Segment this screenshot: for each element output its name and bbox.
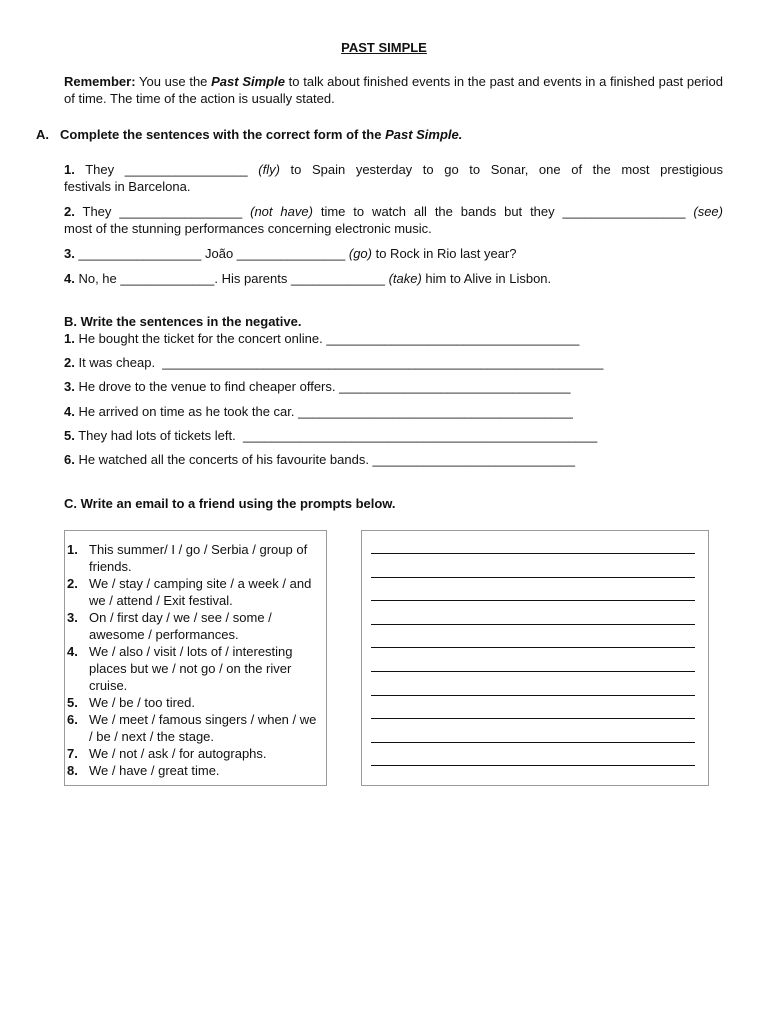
section-b-item-text: It was cheap. _____________________________________________________________ bbox=[74, 355, 604, 370]
prompt-item bbox=[67, 694, 317, 711]
prompt-number: 1. bbox=[67, 542, 78, 557]
section-a-item bbox=[64, 161, 723, 195]
remember-term: Past Simple bbox=[211, 74, 285, 89]
prompt-text: We / have / great time. bbox=[89, 763, 220, 778]
section-a-item bbox=[64, 203, 723, 237]
remember-label: Remember: bbox=[64, 74, 136, 89]
section-a-item-line: festivals in Barcelona. bbox=[64, 179, 191, 194]
prompt-number: 4. bbox=[67, 644, 78, 659]
prompt-number: 5. bbox=[67, 695, 78, 710]
section-b-item-text: He watched all the concerts of his favourite bands. ____________________________ bbox=[74, 452, 576, 467]
prompt-text: We / also / visit / lots of / interesting places but we / not go / on the river cruise. bbox=[89, 644, 293, 693]
section-a-heading-term: Past Simple. bbox=[385, 127, 463, 142]
prompt-text: We / meet / famous singers / when / we / be / next / the stage. bbox=[89, 712, 317, 744]
section-a-item-line: most of the stunning performances concerning electronic music. bbox=[64, 221, 432, 236]
section-b-item-number: 1. bbox=[64, 331, 75, 346]
remember-text-before: You use the bbox=[135, 74, 212, 89]
section-a-letter: A. bbox=[36, 127, 49, 142]
writing-line[interactable] bbox=[371, 577, 695, 578]
prompt-item bbox=[67, 541, 317, 575]
section-b-item bbox=[64, 451, 575, 468]
writing-line[interactable] bbox=[371, 671, 695, 672]
section-b-item-number: 5. bbox=[64, 428, 75, 443]
email-writing-box[interactable] bbox=[361, 530, 709, 786]
writing-line[interactable] bbox=[371, 742, 695, 743]
section-a-item-number: 4. bbox=[64, 271, 75, 286]
section-b-item-text: He drove to the venue to find cheaper offers. ________________________________ bbox=[74, 379, 571, 394]
writing-line[interactable] bbox=[371, 718, 695, 719]
prompt-number: 2. bbox=[67, 576, 78, 591]
section-a-item-number: 1. bbox=[64, 162, 75, 177]
section-b-item-number: 3. bbox=[64, 379, 75, 394]
section-b-item bbox=[64, 403, 573, 420]
section-b-item-text: He bought the ticket for the concert online. ___________________________________ bbox=[74, 331, 580, 346]
prompt-item bbox=[67, 575, 317, 609]
section-a-item-line: 1. They _________________ (fly) to Spain yesterday to go to Sonar, one of the most prestigious bbox=[64, 162, 723, 177]
section-a-item-line: 2. They _________________ (not have) time to watch all the bands but they _________________ (see) bbox=[64, 204, 723, 219]
prompt-text: We / not / ask / for autographs. bbox=[89, 746, 267, 761]
section-a-item bbox=[64, 270, 723, 287]
prompt-item bbox=[67, 609, 317, 643]
section-b-item-text: He arrived on time as he took the car. ______________________________________ bbox=[74, 404, 573, 419]
prompt-number: 6. bbox=[67, 712, 78, 727]
prompt-item bbox=[67, 643, 317, 694]
writing-line[interactable] bbox=[371, 624, 695, 625]
section-b-item bbox=[64, 378, 570, 395]
writing-line[interactable] bbox=[371, 600, 695, 601]
writing-line[interactable] bbox=[371, 765, 695, 766]
section-a-heading bbox=[36, 126, 462, 143]
prompt-number: 3. bbox=[67, 610, 78, 625]
writing-line[interactable] bbox=[371, 553, 695, 554]
prompt-text: We / stay / camping site / a week / and we / attend / Exit festival. bbox=[89, 576, 312, 608]
prompt-number: 7. bbox=[67, 746, 78, 761]
section-b-item-number: 4. bbox=[64, 404, 75, 419]
section-b-item bbox=[64, 427, 597, 444]
section-a-item-number: 2. bbox=[64, 204, 75, 219]
section-a-item bbox=[64, 245, 723, 262]
prompt-text: This summer/ I / go / Serbia / group of friends. bbox=[89, 542, 308, 574]
section-a-heading-text: Complete the sentences with the correct form of the bbox=[60, 127, 386, 142]
section-b-item-number: 2. bbox=[64, 355, 75, 370]
prompt-text: On / first day / we / see / some / awesome / performances. bbox=[89, 610, 272, 642]
prompt-number: 8. bbox=[67, 763, 78, 778]
section-c-heading: C. Write an email to a friend using the prompts below. bbox=[64, 496, 396, 511]
section-a-item-line: 3. _________________ João _______________ (go) to Rock in Rio last year? bbox=[64, 246, 517, 261]
section-b-item bbox=[64, 354, 603, 371]
prompt-list bbox=[67, 541, 317, 779]
prompt-item bbox=[67, 711, 317, 745]
section-b-item-text: They had lots of tickets left. _________________________________________________ bbox=[74, 428, 598, 443]
writing-line[interactable] bbox=[371, 695, 695, 696]
prompt-text: We / be / too tired. bbox=[89, 695, 195, 710]
section-b-item-number: 6. bbox=[64, 452, 75, 467]
section-b-heading: B. Write the sentences in the negative. bbox=[64, 314, 302, 329]
prompt-item bbox=[67, 745, 317, 762]
remember-note bbox=[64, 73, 723, 107]
remember-text-after: to talk about finished events in the past and events in a finished past period of time. The time of the action is usually stated. bbox=[64, 74, 724, 106]
section-a-item-line: 4. No, he _____________. His parents _____________ (take) him to Alive in Lisbon. bbox=[64, 271, 552, 286]
writing-line[interactable] bbox=[371, 647, 695, 648]
prompt-item bbox=[67, 762, 317, 779]
section-a-item-number: 3. bbox=[64, 246, 75, 261]
page-title: PAST SIMPLE bbox=[341, 40, 427, 55]
prompts-box bbox=[64, 530, 327, 786]
section-b-item bbox=[64, 330, 579, 347]
